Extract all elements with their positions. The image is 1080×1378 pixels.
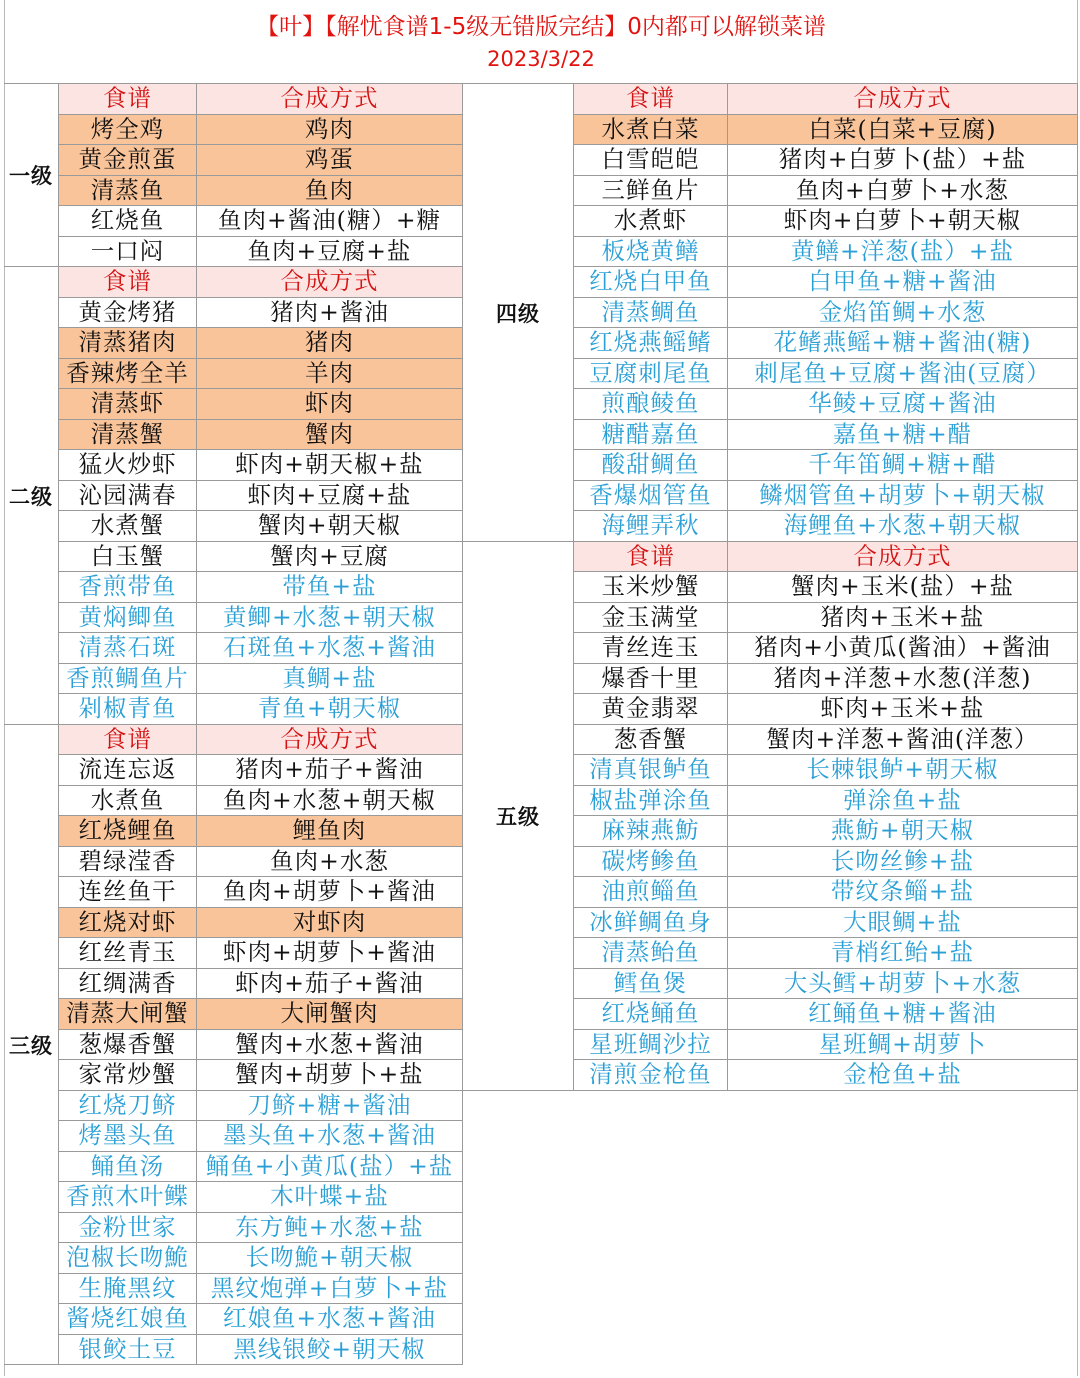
recipe-formula-cell: 猪肉+茄子+酱油: [197, 755, 463, 786]
level-label: 二级: [4, 267, 59, 725]
recipe-name-cell: 清蒸鲐鱼: [574, 938, 728, 969]
recipe-name-cell: 红烧鲬鱼: [574, 999, 728, 1030]
column-header-formula: 合成方式: [197, 267, 463, 298]
recipe-formula-cell: 蟹肉+玉米(盐）+盐: [728, 572, 1078, 603]
recipe-name-cell: 剁椒青鱼: [59, 694, 197, 725]
recipe-name-cell: 水煮白菜: [574, 115, 728, 145]
column-header-recipe: 食谱: [59, 84, 197, 115]
recipe-formula-cell: 猪肉+洋葱+水葱(洋葱): [728, 664, 1078, 694]
column-header-formula: 合成方式: [728, 542, 1078, 572]
recipe-formula-cell: 猪肉+酱油: [197, 298, 463, 328]
column-header-formula: 合成方式: [197, 725, 463, 755]
recipe-formula-cell: 猪肉+小黄瓜(酱油）+酱油: [728, 633, 1078, 664]
recipe-formula-cell: 刺尾鱼+豆腐+酱油(豆腐）: [728, 359, 1078, 389]
recipe-name-cell: 银鲛土豆: [59, 1335, 197, 1365]
recipe-name-cell: 金玉满堂: [574, 603, 728, 633]
recipe-name-cell: 油煎鲻鱼: [574, 877, 728, 908]
recipe-name-cell: 烤全鸡: [59, 115, 197, 145]
page-date: 2023/3/22: [487, 47, 595, 71]
recipe-name-cell: 板烧黄鳝: [574, 237, 728, 267]
recipe-formula-cell: 蟹肉+朝天椒: [197, 511, 463, 542]
recipe-name-cell: 香煎木叶鲽: [59, 1182, 197, 1213]
recipe-formula-cell: 红鲬鱼+糖+酱油: [728, 999, 1078, 1030]
recipe-name-cell: 家常炒蟹: [59, 1060, 197, 1091]
recipe-name-cell: 黄金烤猪: [59, 298, 197, 328]
recipe-name-cell: 白玉蟹: [59, 542, 197, 572]
recipe-name-cell: 清蒸蟹: [59, 420, 197, 450]
recipe-name-cell: 清蒸石斑: [59, 633, 197, 664]
column-header-formula: 合成方式: [197, 84, 463, 115]
recipe-formula-cell: 青梢红鲐+盐: [728, 938, 1078, 969]
recipe-name-cell: 红绸满香: [59, 969, 197, 999]
level-label: 五级: [463, 542, 574, 1091]
recipe-name-cell: 红丝青玉: [59, 938, 197, 969]
recipe-name-cell: 黄焖鲫鱼: [59, 603, 197, 633]
recipe-formula-cell: 白甲鱼+糖+酱油: [728, 267, 1078, 298]
recipe-formula-cell: 刀鲚+糖+酱油: [197, 1091, 463, 1121]
recipe-formula-cell: 猪肉+白萝卜(盐）+盐: [728, 145, 1078, 176]
page-header: [4, 0, 1078, 84]
recipe-formula-cell: 对虾肉: [197, 908, 463, 938]
recipe-name-cell: 生腌黑纹: [59, 1274, 197, 1304]
column-header-recipe: 食谱: [59, 725, 197, 755]
recipe-formula-cell: 蟹肉+水葱+酱油: [197, 1030, 463, 1060]
recipe-name-cell: 红烧白甲鱼: [574, 267, 728, 298]
recipe-formula-cell: 金枪鱼+盐: [728, 1060, 1078, 1091]
recipe-formula-cell: 星班鲷+胡萝卜: [728, 1030, 1078, 1060]
recipe-name-cell: 香煎带鱼: [59, 572, 197, 603]
recipe-formula-cell: 虾肉+豆腐+盐: [197, 481, 463, 511]
recipe-formula-cell: 带鱼+盐: [197, 572, 463, 603]
recipe-formula-cell: 长棘银鲈+朝天椒: [728, 755, 1078, 786]
recipe-formula-cell: 虾肉+玉米+盐: [728, 694, 1078, 725]
level-label: 一级: [4, 84, 59, 267]
recipe-name-cell: 葱香蟹: [574, 725, 728, 755]
recipe-name-cell: 清蒸虾: [59, 389, 197, 420]
recipe-formula-cell: 蟹肉+胡萝卜+盐: [197, 1060, 463, 1091]
recipe-formula-cell: 虾肉+胡萝卜+酱油: [197, 938, 463, 969]
recipe-formula-cell: 海鲤鱼+水葱+朝天椒: [728, 511, 1078, 542]
recipe-formula-cell: 长吻丝鲹+盐: [728, 847, 1078, 877]
recipe-formula-cell: 鸡肉: [197, 115, 463, 145]
recipe-formula-cell: 燕魴+朝天椒: [728, 816, 1078, 847]
recipe-name-cell: 清蒸猪肉: [59, 328, 197, 359]
recipe-formula-cell: 弹涂鱼+盐: [728, 786, 1078, 816]
recipe-formula-cell: 蟹肉+豆腐: [197, 542, 463, 572]
recipe-name-cell: 烤墨头鱼: [59, 1121, 197, 1152]
recipe-formula-cell: 鱼肉+酱油(糖）+糖: [197, 206, 463, 237]
column-header-recipe: 食谱: [59, 267, 197, 298]
recipe-formula-cell: 虾肉+茄子+酱油: [197, 969, 463, 999]
recipe-formula-cell: 黑纹炮弹+白萝卜+盐: [197, 1274, 463, 1304]
recipe-name-cell: 香爆烟管鱼: [574, 481, 728, 511]
recipe-name-cell: 海鲤弄秋: [574, 511, 728, 542]
recipe-name-cell: 葱爆香蟹: [59, 1030, 197, 1060]
recipe-name-cell: 玉米炒蟹: [574, 572, 728, 603]
recipe-formula-cell: 黄鲫+水葱+朝天椒: [197, 603, 463, 633]
recipe-formula-cell: 蟹肉: [197, 420, 463, 450]
recipe-formula-cell: 鸡蛋: [197, 145, 463, 176]
recipe-formula-cell: 虾肉: [197, 389, 463, 420]
recipe-name-cell: 红烧鱼: [59, 206, 197, 237]
recipe-name-cell: 一口闷: [59, 237, 197, 267]
recipe-name-cell: 白雪皑皑: [574, 145, 728, 176]
recipe-name-cell: 清蒸大闸蟹: [59, 999, 197, 1030]
recipe-name-cell: 连丝鱼干: [59, 877, 197, 908]
recipe-formula-cell: 大眼鲷+盐: [728, 908, 1078, 938]
recipe-formula-cell: 石斑鱼+水葱+酱油: [197, 633, 463, 664]
recipe-name-cell: 三鲜鱼片: [574, 176, 728, 206]
recipe-name-cell: 清蒸鲷鱼: [574, 298, 728, 328]
recipe-formula-cell: 猪肉: [197, 328, 463, 359]
column-header-recipe: 食谱: [574, 542, 728, 572]
recipe-formula-cell: 华鲮+豆腐+酱油: [728, 389, 1078, 420]
recipe-formula-cell: 青鱼+朝天椒: [197, 694, 463, 725]
recipe-name-cell: 流连忘返: [59, 755, 197, 786]
recipe-name-cell: 麻辣燕魴: [574, 816, 728, 847]
recipe-name-cell: 红烧燕鳐鳍: [574, 328, 728, 359]
recipe-name-cell: 香煎鲷鱼片: [59, 664, 197, 694]
recipe-name-cell: 碳烤鲹鱼: [574, 847, 728, 877]
recipe-formula-cell: 鱼肉: [197, 176, 463, 206]
recipe-name-cell: 清真银鲈鱼: [574, 755, 728, 786]
recipe-name-cell: 煎酿鲮鱼: [574, 389, 728, 420]
recipe-name-cell: 香辣烤全羊: [59, 359, 197, 389]
recipe-formula-cell: 鲤鱼肉: [197, 816, 463, 847]
recipe-formula-cell: 鱼肉+豆腐+盐: [197, 237, 463, 267]
recipe-formula-cell: 黑线银鲛+朝天椒: [197, 1335, 463, 1365]
recipe-name-cell: 金粉世家: [59, 1213, 197, 1243]
recipe-formula-cell: 虾肉+朝天椒+盐: [197, 450, 463, 481]
recipe-name-cell: 清煎金枪鱼: [574, 1060, 728, 1091]
recipe-formula-cell: 羊肉: [197, 359, 463, 389]
recipe-formula-cell: 金焰笛鲷+水葱: [728, 298, 1078, 328]
recipe-name-cell: 豆腐刺尾鱼: [574, 359, 728, 389]
recipe-name-cell: 水煮鱼: [59, 786, 197, 816]
recipe-formula-cell: 真鲷+盐: [197, 664, 463, 694]
recipe-name-cell: 猛火炒虾: [59, 450, 197, 481]
recipe-name-cell: 鲬鱼汤: [59, 1152, 197, 1182]
recipe-name-cell: 糖醋嘉鱼: [574, 420, 728, 450]
recipe-formula-cell: 虾肉+白萝卜+朝天椒: [728, 206, 1078, 237]
recipe-name-cell: 沁园满春: [59, 481, 197, 511]
recipe-formula-cell: 红娘鱼+水葱+酱油: [197, 1304, 463, 1335]
recipe-formula-cell: 嘉鱼+糖+醋: [728, 420, 1078, 450]
recipe-formula-cell: 长吻鮠+朝天椒: [197, 1243, 463, 1274]
recipe-formula-cell: 带纹条鲻+盐: [728, 877, 1078, 908]
recipe-formula-cell: 鱼肉+白萝卜+水葱: [728, 176, 1078, 206]
recipe-formula-cell: 鱼肉+水葱: [197, 847, 463, 877]
column-header-recipe: 食谱: [574, 84, 728, 115]
recipe-name-cell: 水煮虾: [574, 206, 728, 237]
recipe-formula-cell: 鲬鱼+小黄瓜(盐）+盐: [197, 1152, 463, 1182]
recipe-formula-cell: 墨头鱼+水葱+酱油: [197, 1121, 463, 1152]
recipe-formula-cell: 大头鳕+胡萝卜+水葱: [728, 969, 1078, 999]
recipe-formula-cell: 鳞烟管鱼+胡萝卜+朝天椒: [728, 481, 1078, 511]
column-header-formula: 合成方式: [728, 84, 1078, 115]
recipe-name-cell: 水煮蟹: [59, 511, 197, 542]
recipe-name-cell: 爆香十里: [574, 664, 728, 694]
recipe-formula-cell: 花鳍燕鳐+糖+酱油(糖): [728, 328, 1078, 359]
level-label: 三级: [4, 725, 59, 1365]
recipe-formula-cell: 千年笛鲷+糖+醋: [728, 450, 1078, 481]
recipe-name-cell: 泡椒长吻鮠: [59, 1243, 197, 1274]
recipe-formula-cell: 猪肉+玉米+盐: [728, 603, 1078, 633]
recipe-formula-cell: 黄鳝+洋葱(盐）+盐: [728, 237, 1078, 267]
recipe-name-cell: 鳕鱼煲: [574, 969, 728, 999]
recipe-name-cell: 青丝连玉: [574, 633, 728, 664]
recipe-name-cell: 红烧对虾: [59, 908, 197, 938]
recipe-formula-cell: 白菜(白菜+豆腐): [728, 115, 1078, 145]
recipe-name-cell: 酱烧红娘鱼: [59, 1304, 197, 1335]
recipe-name-cell: 椒盐弹涂鱼: [574, 786, 728, 816]
recipe-name-cell: 清蒸鱼: [59, 176, 197, 206]
recipe-name-cell: 黄金翡翠: [574, 694, 728, 725]
recipe-name-cell: 酸甜鲷鱼: [574, 450, 728, 481]
recipe-name-cell: 星班鲷沙拉: [574, 1030, 728, 1060]
recipe-name-cell: 红烧鲤鱼: [59, 816, 197, 847]
recipe-name-cell: 冰鲜鲷鱼身: [574, 908, 728, 938]
recipe-formula-cell: 鱼肉+水葱+朝天椒: [197, 786, 463, 816]
level-label: 四级: [463, 84, 574, 542]
recipe-name-cell: 碧绿滢香: [59, 847, 197, 877]
recipe-formula-cell: 大闸蟹肉: [197, 999, 463, 1030]
recipe-formula-cell: 蟹肉+洋葱+酱油(洋葱）: [728, 725, 1078, 755]
recipe-formula-cell: 东方鲀+水葱+盐: [197, 1213, 463, 1243]
recipe-formula-cell: 木叶蝶+盐: [197, 1182, 463, 1213]
page-title: 【叶】【解忧食谱1-5级无错版完结】0内都可以解锁菜谱: [256, 14, 826, 40]
recipe-name-cell: 红烧刀鲚: [59, 1091, 197, 1121]
recipe-formula-cell: 鱼肉+胡萝卜+酱油: [197, 877, 463, 908]
recipe-name-cell: 黄金煎蛋: [59, 145, 197, 176]
